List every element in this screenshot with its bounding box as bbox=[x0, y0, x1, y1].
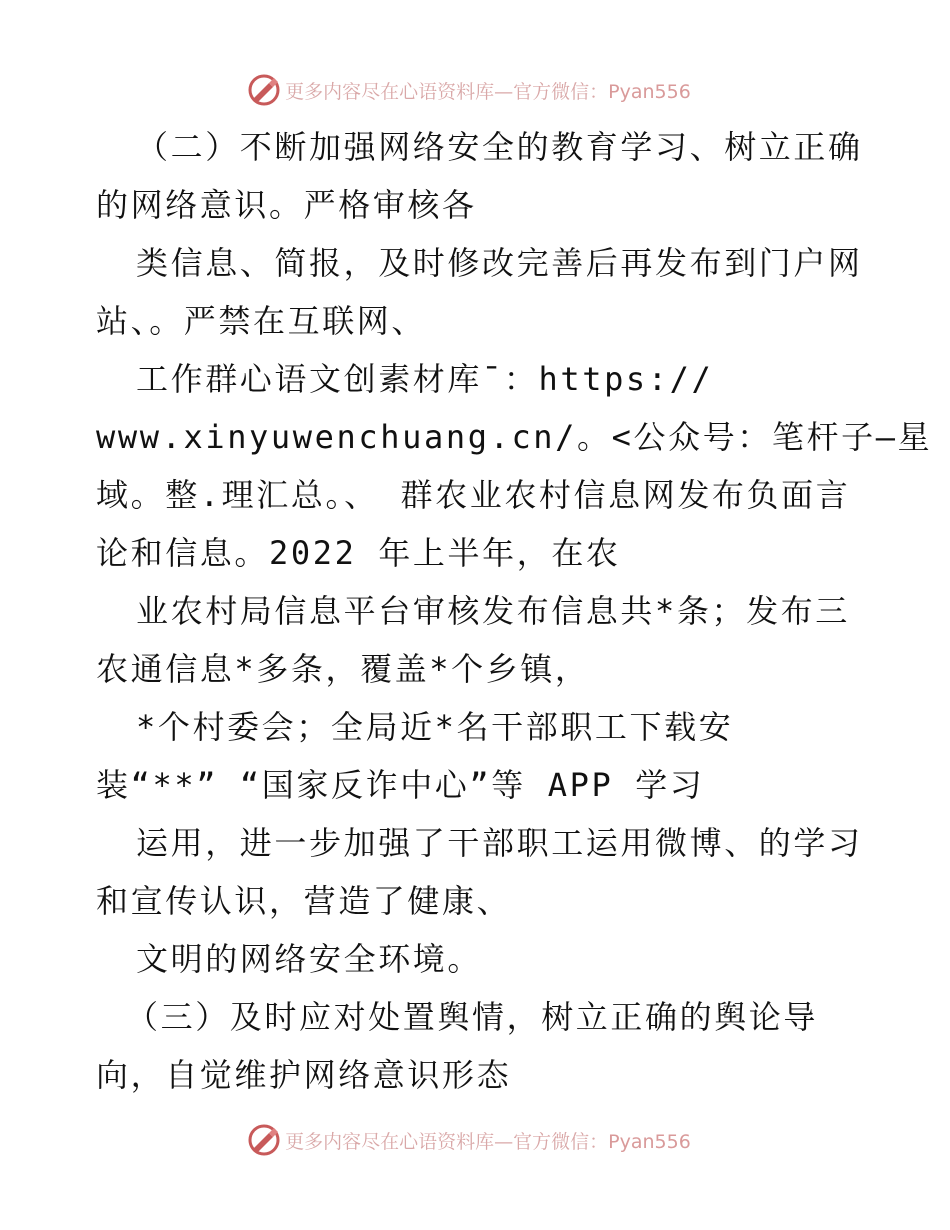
text-line: 向，自觉维护网络意识形态 bbox=[96, 1056, 512, 1094]
text-line: 域。整.理汇总。、 群农业农村信息网发布负面言 bbox=[96, 476, 851, 514]
body-text bbox=[96, 118, 933, 1104]
text-line: *个村委会；全局近*名干部职工下载安 bbox=[136, 708, 734, 746]
text-line: 论和信息。2022 年上半年，在农 bbox=[96, 534, 621, 572]
watermark-text bbox=[285, 77, 691, 104]
text-line: 业农村局信息平台审核发布信息共*条；发布三 bbox=[136, 592, 850, 630]
watermark-text-cn: 更多内容尽在心语资料库—官方微信： bbox=[285, 80, 609, 103]
text-line: 类信息、简报，及时修改完善后再发布到门户网 bbox=[136, 244, 863, 282]
pen-logo-icon bbox=[247, 1123, 281, 1157]
text-line: （二）不断加强网络安全的教育学习、树立正确 bbox=[136, 128, 863, 166]
text-line: 文明的网络安全环境。 bbox=[136, 940, 483, 978]
footer-watermark bbox=[0, 1120, 950, 1160]
watermark-text-en: Pyan556 bbox=[608, 1130, 691, 1153]
watermark-text-en: Pyan556 bbox=[608, 80, 691, 103]
text-line: 农通信息*多条，覆盖*个乡镇， bbox=[96, 650, 590, 688]
text-line: 的网络意识。严格审核各 bbox=[96, 186, 477, 224]
text-line: www.xinyuwenchuang.cn/。<公众号：笔杆子—星 bbox=[96, 418, 933, 456]
watermark-group bbox=[247, 1123, 691, 1157]
watermark-text-cn: 更多内容尽在心语资料库—官方微信： bbox=[285, 1130, 609, 1153]
watermark-text bbox=[285, 1127, 691, 1154]
watermark-group bbox=[247, 73, 691, 107]
text-line: 工作群心语文创素材库¯：https:// bbox=[136, 360, 714, 398]
text-line: 运用，进一步加强了干部职工运用微博、的学习 bbox=[136, 824, 863, 862]
text-line: 和宣传认识，营造了健康、 bbox=[96, 882, 512, 920]
text-line: 站、。严禁在互联网、 bbox=[96, 302, 427, 340]
text-line: （三）及时应对处置舆情，树立正确的舆论导 bbox=[126, 998, 819, 1036]
header-watermark bbox=[0, 70, 950, 110]
text-line: 装“**” “国家反诈中心”等 APP 学习 bbox=[96, 766, 705, 804]
pen-logo-icon bbox=[247, 73, 281, 107]
